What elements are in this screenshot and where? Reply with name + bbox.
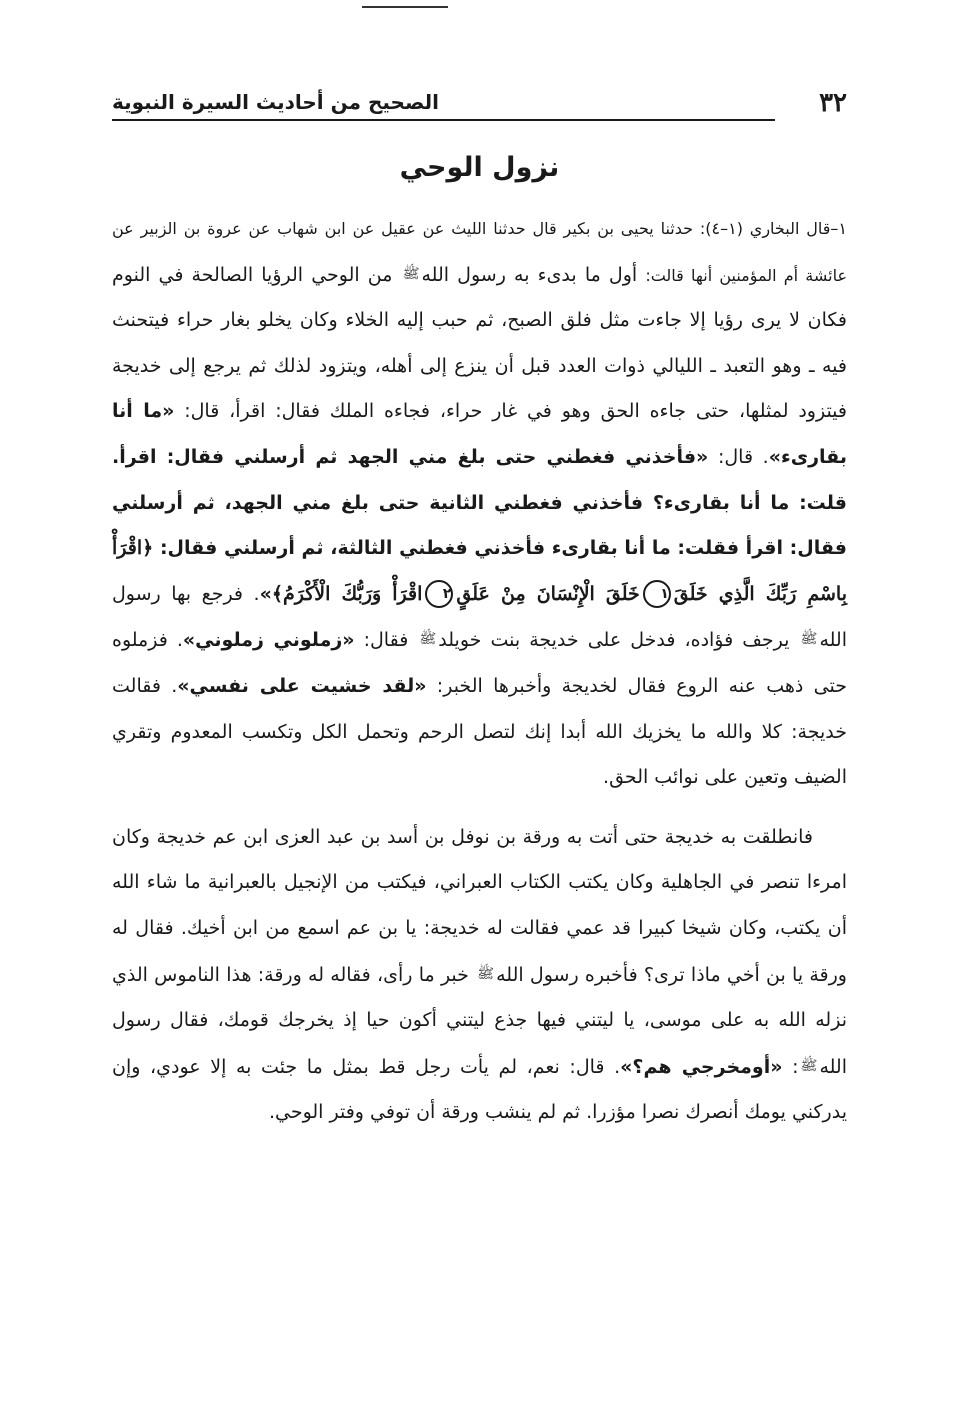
salutation-symbol: ﷺ [800,1057,818,1074]
text-segment: : [782,1055,799,1078]
text-segment: . قال: نعم، لم يأت رجل قط بمثل ما جئت به إلا عودي، وإن يدركني يومك أنصرك نصرا مؤزرا. ثم لم ينشب ورقة أن توفي وفتر الوحي. [112,1055,847,1124]
text-segment: خبر ما رأى، فقاله له ورقة: هذا الناموس الذي نزله الله به على موسى، يا ليتني فيها جذع ليتني أكون حيا إذ يخرجك قومك، فقال رسول الله [112,963,847,1078]
text-segment: . قال: [708,445,769,468]
quran-verse-1: اقْرَأْ بِاسْمِ رَبِّكَ الَّذِي خَلَقَ [112,537,848,605]
quran-verse-2: خَلَقَ الْإِنْسَانَ مِنْ عَلَقٍ [456,582,640,605]
page-number: ٣٢ [819,88,847,118]
aya-number-marker: ٢ [425,580,453,608]
aya-number-marker: ١ [643,580,671,608]
text-segment: من الوحي الرؤيا الصالحة في النوم فكان لا يرى رؤيا إلا جاءت مثل فلق الصبح، ثم حبب إليه الخلاء وكان يخلو بغار حراء فيتحنث فيه ـ وهو التعبد ـ الليالي ذوات العدد قبل أن ينزع إلى أهله، ويتزود لذلك ثم يرجع إلى خديجة فيتزود لمثلها، حتى جاءه الحق وهو في غار حراء، فجاءه الملك فقال: اقرأ، قال: [112,263,847,423]
salutation-symbol: ﷺ [800,631,818,648]
prophet-quote: «لقد خشيت على نفسي» [177,674,427,697]
salutation-symbol: ﷺ [402,265,420,282]
hadith-chain: ١–قال البخاري (١–٤): حدثنا يحيى بن بكير قال حدثنا الليث عن عقيل عن ابن شهاب عن عروة بن الزبير عن عائشة أم المؤمنين أنها قالت: [112,219,848,285]
quran-open-bracket: ﴿ [142,537,154,560]
female-salutation-symbol: ﷺ [419,631,437,648]
quran-close-bracket: ﴾ [271,582,284,605]
text-segment: . فرجع بها رسول الله [112,582,847,652]
header-rule [112,119,775,121]
prophet-quote: «زملوني زملوني» [182,629,355,652]
top-rule [362,6,448,8]
paragraph-1 [112,206,847,801]
body-text [112,206,847,1136]
text-segment: يرجف فؤاده، فدخل على خديجة بنت خويلد [438,629,799,652]
running-title: الصحيح من أحاديث السيرة النبوية [112,90,440,114]
chapter-title: نزول الوحي [399,152,560,183]
text-segment: فقال: [354,629,418,652]
text-segment: . فزملوه حتى ذهب عنه الروع فقال لخديجة وأخبرها الخبر: [112,629,847,697]
paragraph-2 [112,815,847,1136]
prophet-quote: «أومخرجي هم؟» [620,1055,783,1078]
quote-close: » [259,582,272,605]
prophet-quote: «فأخذني فغطني حتى بلغ مني الجهد ثم أرسلني فقال: اقرأ. قلت: ما أنا بقارىء؟ فأخذني فغطني الثانية حتى بلغ مني الجهد، ثم أرسلني فقال: اقرأ فقلت: ما أنا بقارىء فأخذني فغطني الثالثة، ثم أرسلني فقال: [112,445,847,560]
prophet-quote: «ما أنا بقارىء» [112,400,847,468]
text-segment: فانطلقت به خديجة حتى أتت به ورقة بن نوفل بن أسد بن عبد العزى ابن عم خديجة وكان امرءا تنصر في الجاهلية وكان يكتب الكتاب العبراني، فيكتب من الإنجيل بالعبرانية ما شاء الله أن يكتب، وكان شيخا كبيرا قد عمي فقالت له خديجة: يا بن عم اسمع من ابن أخيك. فقال له ورقة يا بن أخي ماذا ترى؟ فأخبره رسول الله [112,825,847,986]
running-header [112,86,847,126]
salutation-symbol: ﷺ [477,965,495,982]
text-segment: . فقالت خديجة: كلا والله ما يخزيك الله أبدا إنك لتصل الرحم وتحمل الكل وتكسب المعدوم وتقري الضيف وتعين على نوائب الحق. [112,674,847,789]
quran-verse-3: اقْرَأْ وَرَبُّكَ الْأَكْرَمُ [283,582,423,605]
text-segment: أول ما بدىء به رسول الله [421,263,646,286]
